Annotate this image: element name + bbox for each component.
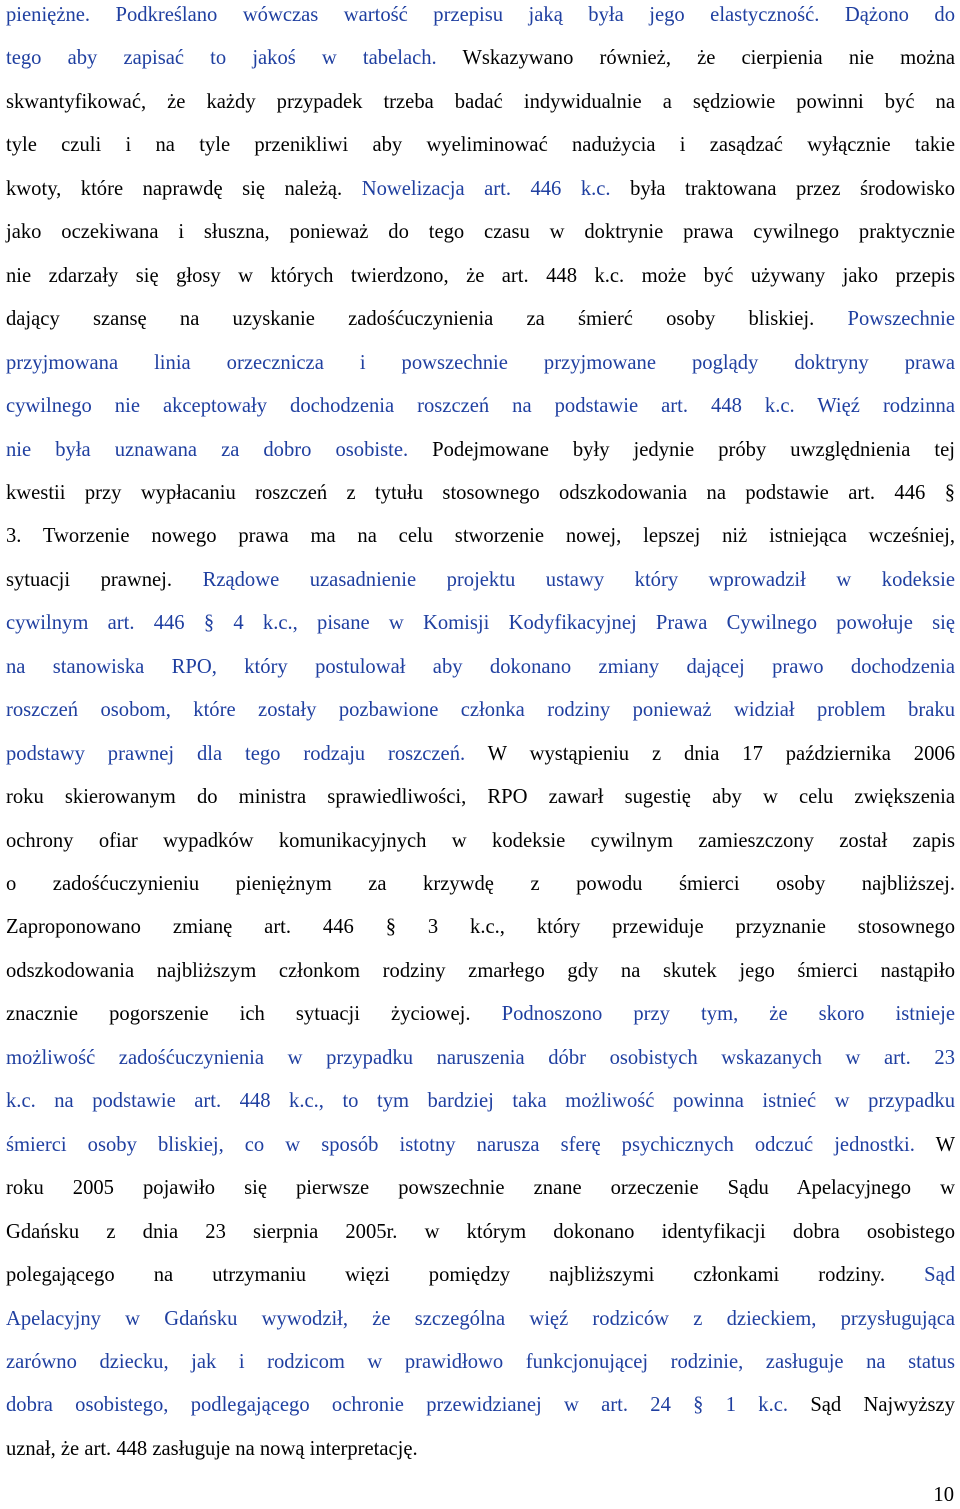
text-segment: jako oczekiwana i słuszna, ponieważ do tego czasu w doktrynie prawa cywilnego praktycznie (6, 221, 955, 244)
text-segment: dobra osobistego, podlegającego ochronie przewidzianej w art. 24 § 1 k.c. (6, 1394, 811, 1417)
text-segment: uznał, że art. 448 zasługuje na nową interpretację. (6, 1437, 418, 1460)
text-line (6, 304, 955, 334)
text-segment: 3. Tworzenie nowego prawa ma na celu stworzenie nowej, lepszej niż istniejąca wcześniej, (6, 525, 955, 548)
text-segment: Nowelizacja art. 446 k.c. (361, 177, 631, 200)
text-line (6, 435, 955, 465)
text-line (6, 521, 955, 551)
text-segment: Powszechnie (847, 308, 955, 331)
text-segment: W wystąpieniu z dnia 17 października 2006 (487, 742, 955, 765)
text-segment: ochrony ofiar wypadków komunikacyjnych w kodeksie cywilnym zamieszczony został zapis (6, 829, 955, 852)
text-line (6, 1086, 955, 1116)
text-line (6, 1130, 955, 1160)
text-line (6, 130, 955, 160)
text-line (6, 217, 955, 247)
text-segment: pieniężne. Podkreślano wówczas wartość przepisu jaką była jego elastyczność. Dążono do (6, 4, 955, 26)
text-line (6, 391, 955, 421)
text-line (6, 869, 955, 899)
text-line (6, 695, 955, 725)
text-segment: nie zdarzały się głosy w których twierdzono, że art. 448 k.c. może być używany jako przepis (6, 264, 955, 287)
text-segment: Wskazywano również, że cierpienia nie można (462, 47, 956, 70)
text-line (6, 174, 955, 204)
text-segment: k.c. na podstawie art. 448 k.c., to tym bardziej taka możliwość powinna istnieć w przypadku (6, 1090, 955, 1113)
text-line (6, 1304, 955, 1334)
text-segment: roku 2005 pojawiło się pierwsze powszechnie znane orzeczenie Sądu Apelacyjnego w (6, 1177, 955, 1200)
text-segment: roszczeń osobom, które zostały pozbawione członka rodziny ponieważ widział problem braku (6, 699, 955, 722)
text-line (6, 1390, 955, 1420)
text-line (6, 826, 955, 856)
text-line (6, 1217, 955, 1247)
text-segment: zarówno dziecku, jak i rodzicom w prawidłowo funkcjonującej rodzinie, zasługuje na status (6, 1350, 955, 1373)
text-segment: W (935, 1133, 955, 1156)
text-segment: Zaproponowano zmianę art. 446 § 3 k.c., który przewiduje przyznanie stosownego (6, 916, 955, 939)
text-segment: możliwość zadośćuczynienia w przypadku naruszenia dóbr osobistych wskazanych w art. 23 (6, 1046, 955, 1069)
text-segment: znacznie pogorszenie ich sytuacji życiowej. (6, 1003, 502, 1026)
text-segment: śmierci osoby bliskiej, co w sposób istotny narusza sferę psychicznych odczuć jednostki. (6, 1133, 936, 1156)
text-segment: była traktowana przez środowisko (630, 177, 956, 200)
text-segment: przyjmowana linia orzecznicza i powszechnie przyjmowane poglądy doktryny prawa (6, 351, 955, 374)
text-segment: cywilnym art. 446 § 4 k.c., pisane w Komisji Kodyfikacyjnej Prawa Cywilnego powołuje się (6, 612, 955, 635)
text-line (6, 1434, 955, 1464)
text-segment: Podnoszono przy tym, że skoro istnieje (501, 1003, 955, 1026)
text-line (6, 652, 955, 682)
text-line (6, 348, 955, 378)
text-segment: roku skierowanym do ministra sprawiedliwości, RPO zawarł sugestię aby w celu zwiększenia (6, 786, 955, 809)
text-segment: Sąd Najwyższy (810, 1394, 955, 1417)
text-segment: skwantyfikować, że każdy przypadek trzeba badać indywidualnie a sędziowie powinni być na (6, 90, 955, 113)
text-line (6, 999, 955, 1029)
text-segment: kwestii przy wypłacaniu roszczeń z tytułu stosownego odszkodowania na podstawie art. 446 (6, 481, 926, 504)
text-segment: sytuacji prawnej. (6, 568, 203, 591)
text-line (6, 87, 955, 117)
text-line (6, 1173, 955, 1203)
text-segment: Sąd (924, 1264, 955, 1287)
text-segment: Podejmowane były jedynie próby uwzględnienia tej (432, 438, 955, 461)
text-segment: podstawy prawnej dla tego rodzaju roszczeń. (6, 742, 488, 765)
text-segment: nie była uznawana za dobro osobiste. (6, 438, 433, 461)
page-number: 10 (933, 1484, 954, 1506)
text-line (6, 1347, 955, 1377)
text-segment: tyle czuli i na tyle przenikliwi aby wyeliminować nadużycia i zasądzać wyłącznie takie (6, 134, 955, 157)
text-segment: dający szansę na uzyskanie zadośćuczynienia za śmierć osoby bliskiej. (6, 308, 848, 331)
text-segment: odszkodowania najbliższym członkom rodziny zmarłego gdy na skutek jego śmierci nastąpiło (6, 959, 955, 982)
text-segment: Apelacyjny w Gdańsku wywodził, że szczególna więź rodziców z dzieckiem, przysługująca (6, 1307, 955, 1330)
text-segment: kwoty, które naprawdę się należą. (6, 177, 362, 200)
text-segment: Gdańsku z dnia 23 sierpnia 2005r. w którym dokonano identyfikacji dobra osobistego (6, 1220, 955, 1243)
text-line (6, 782, 955, 812)
text-segment: Rządowe uzasadnienie projektu ustawy który wprowadził w kodeksie (202, 568, 955, 591)
text-segment: cywilnego nie akceptowały dochodzenia roszczeń na podstawie art. 448 k.c. Więź rodzinna (6, 395, 955, 418)
text-line (6, 739, 955, 769)
text-segment: tego aby zapisać to jakoś w tabelach. (6, 47, 463, 70)
text-line (6, 261, 955, 291)
text-line (6, 956, 955, 986)
text-segment: polegającego na utrzymaniu więzi pomiędzy najbliższymi członkami rodziny. (6, 1264, 925, 1287)
text-line (6, 0, 955, 30)
text-segment: o zadośćuczynieniu pieniężnym za krzywdę z powodu śmierci osoby najbliższej. (6, 873, 955, 895)
text-segment: § (925, 481, 955, 504)
text-segment: na stanowiska RPO, który postulował aby dokonano zmiany dającej prawo dochodzenia (6, 655, 955, 678)
text-line (6, 565, 955, 595)
text-line (6, 1043, 955, 1073)
text-line (6, 608, 955, 638)
text-line (6, 43, 955, 73)
text-line (6, 912, 955, 942)
text-line (6, 1260, 955, 1290)
text-line (6, 478, 955, 508)
